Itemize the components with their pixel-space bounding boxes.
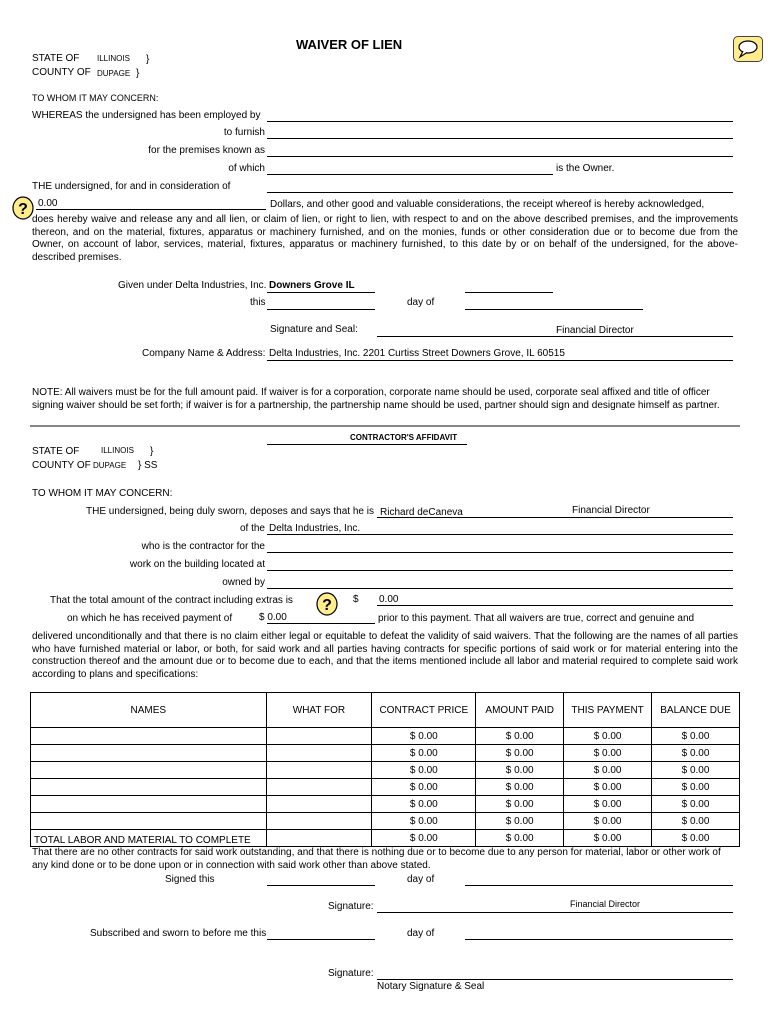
to-furnish-field[interactable] [267,138,733,139]
table-row [31,745,740,762]
owner-suffix: is the Owner. [556,163,615,174]
received-field[interactable] [267,623,375,624]
what-for-cell[interactable] [266,813,372,830]
contractor-label: who is the contractor for the [141,541,265,552]
name-cell[interactable] [31,728,267,745]
state-label: STATE OF [32,53,80,64]
total-amount-paid-cell: $ 0.00 [476,830,564,847]
signature-field[interactable] [377,912,733,913]
speech-bubble-icon [734,37,762,61]
amount-field[interactable] [36,209,266,210]
company-label: Company Name & Address: [142,348,266,359]
table-row [31,813,740,830]
owned-by-field[interactable] [267,588,733,589]
this-payment-cell[interactable]: $ 0.00 [564,745,652,762]
contract-price-cell[interactable]: $ 0.00 [372,745,476,762]
consideration-amount[interactable]: 0.00 [38,198,58,209]
of-the-label: of the [239,523,265,534]
ss-label: } SS [138,460,158,471]
owner-field[interactable] [267,174,553,175]
signed-this-field[interactable] [267,885,375,886]
affidavit-heading: CONTRACTOR'S AFFIDAVIT [350,433,458,442]
sworn-name-field[interactable] [377,517,733,518]
balance-due-cell[interactable]: $ 0.00 [652,796,740,813]
day-of-label: day of [407,297,435,308]
premises-label: for the premises known as [148,145,265,156]
this-payment-cell[interactable]: $ 0.00 [564,762,652,779]
table-row [31,762,740,779]
signature-title: Financial Director [570,899,641,909]
column-header-balance-due: BALANCE DUE [652,693,740,728]
signed-this-label: Signed this [165,874,215,885]
amount-paid-cell[interactable]: $ 0.00 [476,813,564,830]
page-title: WAIVER OF LIEN [296,37,403,52]
total-contract-field[interactable] [377,605,733,606]
affidavit-state-label: STATE OF [32,446,80,457]
of-which-label: of which [228,163,265,174]
company-address[interactable]: Delta Industries, Inc. 2201 Curtiss Street Downers Grove, IL 60515 [269,348,565,359]
contract-price-cell[interactable]: $ 0.00 [372,728,476,745]
sworn-name[interactable]: Richard deCaneva [380,507,463,518]
of-the-field[interactable] [267,534,733,535]
county-brace: } [136,68,140,79]
waiver-paragraph: does hereby waive and release any and all lien, or claim of lien, or right to lien, with respect to and on the above described premises, and the improvements thereon, and on the material, fixtures, apparatus or machinery furnished, and on the monies, funds or other consideration due or to become due from the Owner, on account of labor, services, material, fixtures, apparatus or machinery furnished, to this date by or on behalf of the undersigned, for the above-described premises. [32,214,738,263]
what-for-cell[interactable] [266,728,372,745]
signed-month-field[interactable] [465,885,733,886]
what-for-cell[interactable] [266,745,372,762]
balance-due-cell[interactable]: $ 0.00 [652,813,740,830]
column-header-what-for: WHAT FOR [266,693,372,728]
sworn-title[interactable]: Financial Director [572,505,650,516]
this-payment-cell[interactable]: $ 0.00 [564,813,652,830]
company-field[interactable] [267,360,733,361]
signature-title: Financial Director [556,325,634,336]
affidavit-state-brace: } [150,446,154,457]
signed-day-of-label: day of [407,874,435,885]
received-label: on which he has received payment of [67,613,233,624]
table-row [31,728,740,745]
given-extra-field[interactable] [465,292,553,293]
note-paragraph: NOTE: All waivers must be for the full amount paid. If waiver is for a corporation, corporate name should be used, corporate seal affixed and title of officer signing waiver should be set forth; if waiver is for a partnership, the partnership name should be used, partner should sign and designate himself as partner. [32,387,720,411]
to-furnish-label: to furnish [223,127,265,138]
signature-label: Signature: [328,901,374,912]
given-field[interactable] [267,292,375,293]
help-icon[interactable] [315,592,339,618]
affidavit-to-whom: TO WHOM IT MAY CONCERN: [32,488,173,499]
heading-underline [267,444,467,445]
prior-payment-text: prior to this payment. That all waivers are true, correct and genuine and [378,613,695,624]
given-location[interactable]: Downers Grove IL [269,280,355,291]
what-for-cell[interactable] [266,796,372,813]
column-header-this-payment: THIS PAYMENT [564,693,652,728]
total-this-payment-cell: $ 0.00 [564,830,652,847]
name-cell[interactable] [31,779,267,796]
amount-paid-cell[interactable]: $ 0.00 [476,745,564,762]
county-label: COUNTY OF [32,67,91,78]
affidavit-county-label: COUNTY OF [32,460,91,471]
work-located-field[interactable] [267,570,733,571]
state-value[interactable]: ILLINOIS [97,54,130,63]
sworn-label: THE undersigned, being duly sworn, deposes and says that he is [86,506,374,517]
table-row [31,796,740,813]
name-cell[interactable] [31,745,267,762]
contract-price-cell[interactable]: $ 0.00 [372,796,476,813]
subscribed-label: Subscribed and sworn to before me this [90,928,267,939]
what-for-cell[interactable] [266,779,372,796]
column-header-names: NAMES [31,693,267,728]
county-value[interactable]: DUPAGE [97,69,131,78]
contract-price-cell[interactable]: $ 0.00 [372,762,476,779]
total-balance-due-cell: $ 0.00 [652,830,740,847]
dollars-text: Dollars, and other good and valuable considerations, the receipt whereof is hereby acknowledged, [270,199,705,210]
amount-paid-cell[interactable]: $ 0.00 [476,762,564,779]
closing-paragraph: That there are no other contracts for said work outstanding, and that there is nothing due or to become due to any person for material, labor or other work of any kind done or to be done upon or in connection with said work other than above stated. [32,847,721,871]
this-day-field[interactable] [267,309,375,310]
amount-paid-cell[interactable]: $ 0.00 [476,779,564,796]
notary-caption: Notary Signature & Seal [377,981,485,992]
amount-paid-cell[interactable]: $ 0.00 [476,796,564,813]
total-label-cell: TOTAL LABOR AND MATERIAL TO COMPLETE [31,830,267,847]
this-payment-cell[interactable]: $ 0.00 [564,728,652,745]
table-row [31,779,740,796]
name-cell[interactable] [31,813,267,830]
employed-by-field[interactable] [267,121,733,122]
consideration-label: THE undersigned, for and in consideration of [32,181,231,192]
this-label: this [250,297,266,308]
subscribed-day-field[interactable] [267,939,375,940]
delivered-paragraph: delivered unconditionally and that there is no claim either legal or equitable to defeat the validity of said waivers. That the following are the names of all parties who have furnished material or labor, or both, for said work and all parties having contracts for specific portions of said work or for material entering into the construction thereof and the amount due or to become due to each, and that the items mentioned include all labor and material required to complete said work according to plans and specifications: [32,631,738,680]
consideration-field[interactable] [267,192,733,193]
received-value[interactable]: $ 0.00 [259,612,287,623]
month-field[interactable] [465,309,643,310]
total-contract-value[interactable]: 0.00 [379,594,399,605]
contractor-field[interactable] [267,552,733,553]
contract-price-cell[interactable]: $ 0.00 [372,813,476,830]
notary-signature-label: Signature: [328,968,374,979]
state-brace: } [146,54,150,65]
comment-icon[interactable] [733,36,763,62]
balance-due-cell[interactable]: $ 0.00 [652,728,740,745]
affidavit-state-value[interactable]: ILLINOIS [101,446,134,455]
column-header-amount-paid: AMOUNT PAID [476,693,564,728]
subscribed-day-of-label: day of [407,928,435,939]
of-the-value[interactable]: Delta Industries, Inc. [269,523,361,534]
table-total-row [31,830,740,847]
what-for-cell[interactable] [266,762,372,779]
section-divider [30,425,740,427]
contract-schedule-table [30,692,740,847]
premises-field[interactable] [267,156,733,157]
owned-by-label: owned by [222,577,265,588]
contract-price-cell[interactable]: $ 0.00 [372,779,476,796]
column-header-contract-price: CONTRACT PRICE [372,693,476,728]
balance-due-cell[interactable]: $ 0.00 [652,779,740,796]
svg-text:?: ? [322,597,332,614]
subscribed-month-field[interactable] [465,939,733,940]
amount-paid-cell[interactable]: $ 0.00 [476,728,564,745]
to-whom-heading: TO WHOM IT MAY CONCERN: [32,93,159,103]
name-cell[interactable] [31,762,267,779]
total-contract-label: That the total amount of the contract including extras is [50,595,293,606]
this-payment-cell[interactable]: $ 0.00 [564,779,652,796]
name-cell[interactable] [31,796,267,813]
signature-seal-field[interactable] [377,336,733,337]
balance-due-cell[interactable]: $ 0.00 [652,745,740,762]
signature-seal-label: Signature and Seal: [270,324,358,335]
affidavit-county-value[interactable]: DUPAGE [93,461,127,470]
this-payment-cell[interactable]: $ 0.00 [564,796,652,813]
work-located-label: work on the building located at [129,559,265,570]
total-what-for-cell [266,830,372,847]
table-header-row [31,693,740,728]
notary-signature-field[interactable] [377,979,733,980]
total-contract-price-cell: $ 0.00 [372,830,476,847]
total-dollar-sign: $ [353,594,359,605]
employed-by-label: WHEREAS the undersigned has been employed by [32,110,261,121]
svg-text:?: ? [18,201,28,218]
given-label: Given under Delta Industries, Inc. [118,280,267,291]
balance-due-cell[interactable]: $ 0.00 [652,762,740,779]
